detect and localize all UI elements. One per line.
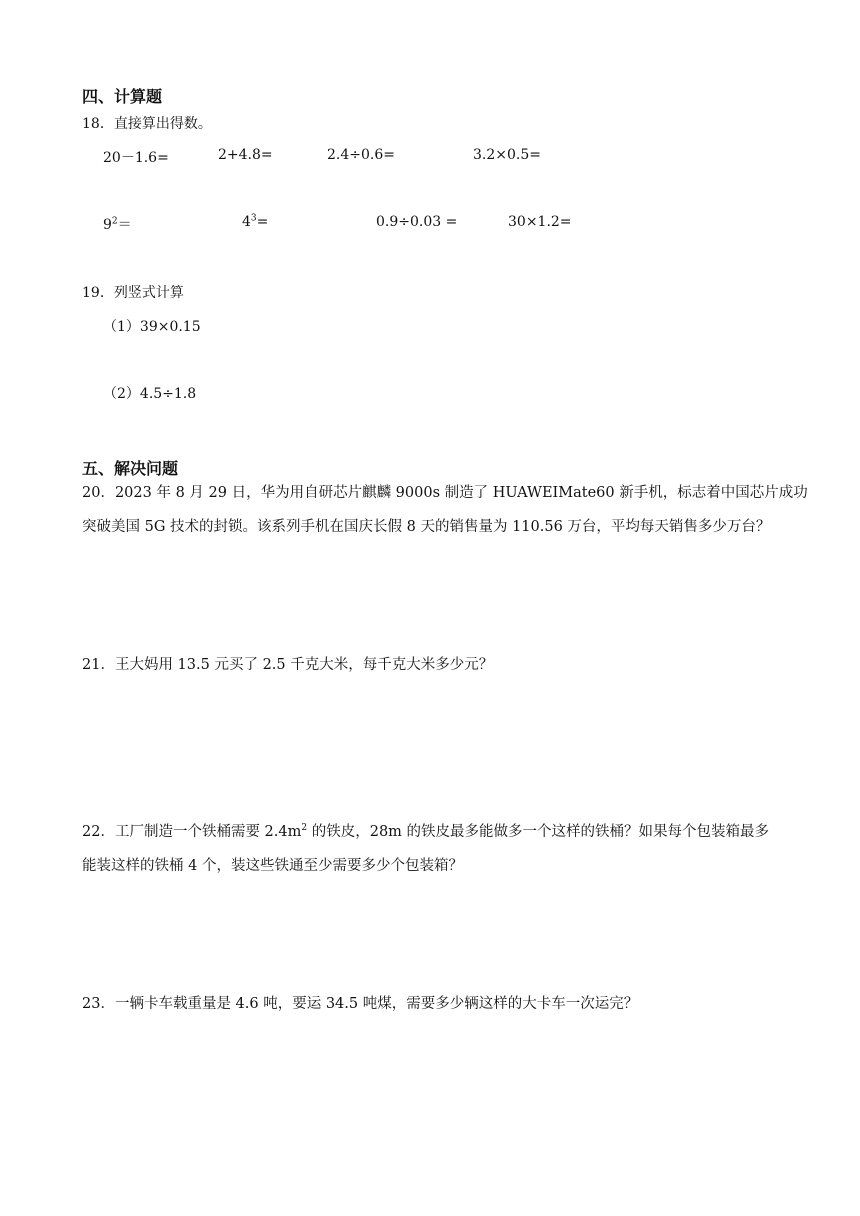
- calc-item: $4^3=$: [242, 213, 269, 230]
- calc-item: 2+4.8=: [218, 147, 273, 163]
- calc-item: 30×1.2=: [508, 214, 572, 230]
- calc-item: 0.9÷0.03 =: [376, 214, 458, 230]
- question-20: 20．2023 年 8 月 29 日，华为用自研芯片麒麟 9000s 制造了 HUAWEIMate60 新手机，标志着中国芯片成功 突破美国 5G 技术的封锁。该系列手机在国庆长假 8 天的销售量为 110.56 万台，平均每天销售多少万台？: [82, 485, 808, 535]
- section-4-title: 四、计算题: [82, 87, 163, 106]
- vertical-calc-item: （1）39×0.15: [103, 319, 201, 335]
- question-22: 22．工厂制造一个铁桶需要 $2.4m^2$ 的铁皮，28m 的铁皮最多能做多一个这样的铁桶？如果每个包装箱最多 能装这样的铁桶 4 个，装这些铁通至少需要多少个包装箱？: [82, 823, 770, 874]
- question-23: 23．一辆卡车载重量是 4.6 吨，要运 34.5 吨煤，需要多少辆这样的大卡车一次运完？: [82, 996, 639, 1012]
- question-18: [82, 113, 212, 133]
- question-prompt: 直接算出得数。: [113, 116, 212, 132]
- question-number: 19．: [82, 285, 114, 301]
- vertical-calc-item: （2）4.5÷1.8: [103, 386, 197, 402]
- question-19: [82, 282, 184, 302]
- calc-item: $9^2=$: [103, 216, 132, 233]
- calc-item: 2.4÷0.6=: [327, 147, 395, 163]
- question-prompt: 列竖式计算: [113, 285, 184, 301]
- calc-item: 3.2×0.5=: [473, 147, 541, 163]
- section-5-title: 五、解决问题: [82, 459, 179, 478]
- question-number: 18．: [82, 116, 114, 132]
- calc-item: 20－1.6=: [103, 150, 169, 166]
- question-21: 21．王大妈用 13.5 元买了 2.5 千克大米，每千克大米多少元？: [82, 657, 494, 673]
